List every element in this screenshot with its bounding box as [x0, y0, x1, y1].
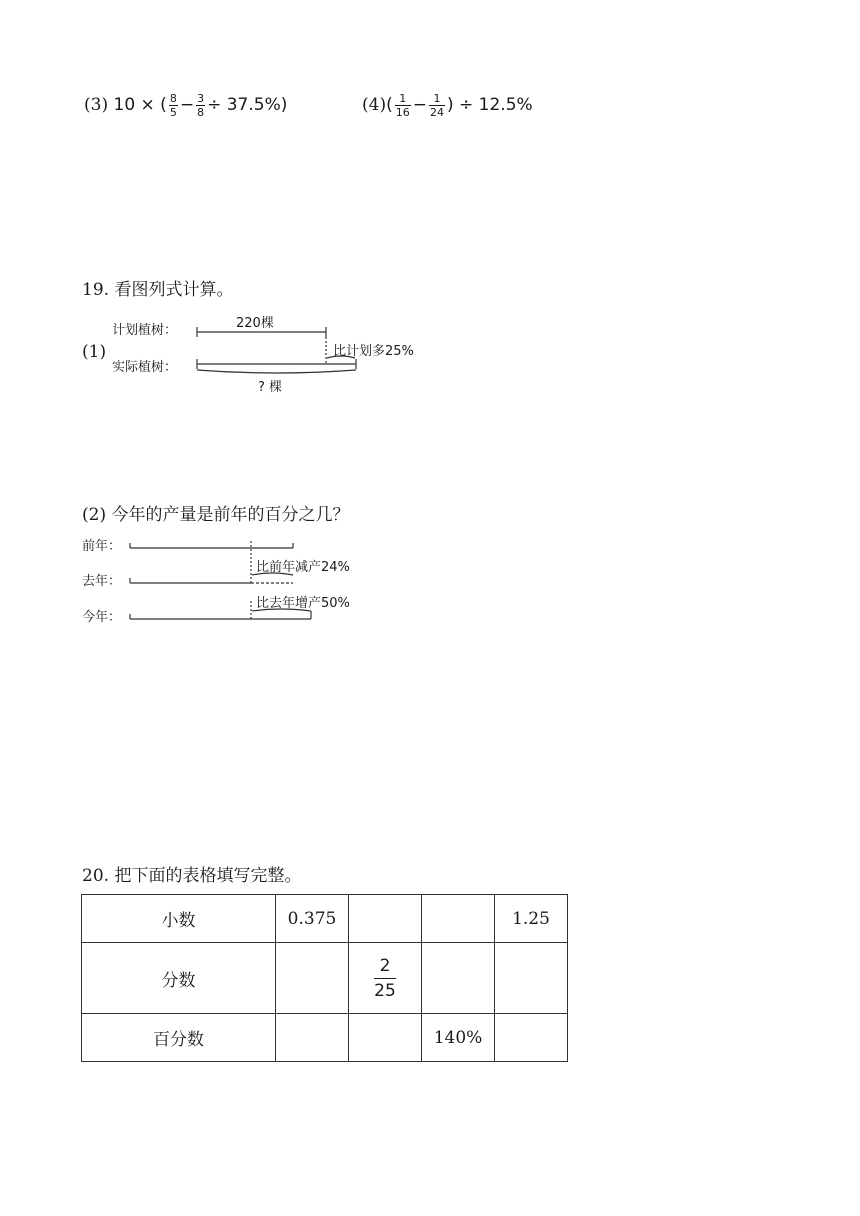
open-paren: (: [386, 95, 393, 115]
table-row: [82, 895, 568, 943]
problem-20-title: 20. 把下面的表格填写完整。: [82, 866, 302, 886]
fraction: $\frac{1}{24}$: [429, 92, 444, 119]
unknown-label: ? 棵: [258, 380, 283, 395]
actual-label: 实际植树：: [112, 360, 178, 375]
fraction: $\frac{1}{16}$: [395, 92, 410, 119]
table-cell: [422, 895, 495, 943]
table-cell: [349, 895, 422, 943]
item-label: (4): [362, 95, 387, 115]
row-header: 小数: [82, 895, 276, 943]
table-cell: 140%: [422, 1014, 495, 1062]
fraction: $\frac{8}{5}$: [169, 92, 177, 119]
conversion-table: [81, 894, 568, 1062]
table-cell: [422, 943, 495, 1014]
table-cell: 1.25: [495, 895, 568, 943]
expression-lead: 10 × (: [113, 95, 167, 115]
table-row: [82, 943, 568, 1014]
extra-note: 比计划多25%: [333, 344, 414, 359]
line-diagram-2: [125, 535, 325, 625]
table-cell: [495, 943, 568, 1014]
expression-4: [362, 92, 533, 119]
row3-label: 今年：: [82, 610, 122, 625]
table-cell: [349, 1014, 422, 1062]
note-increase: 比去年增产50%: [256, 596, 350, 611]
table-cell: 0.375: [276, 895, 349, 943]
problem-19-title: 19. 看图列式计算。: [82, 280, 234, 300]
row1-label: 前年：: [82, 539, 122, 554]
table-row: [82, 1014, 568, 1062]
table-cell: [349, 943, 422, 1014]
line-diagram-1: [190, 318, 370, 380]
expression-3: [84, 92, 287, 119]
plan-value-label: 220棵: [236, 316, 274, 331]
fraction: $\frac{3}{8}$: [197, 92, 205, 119]
minus-sign: −: [412, 95, 427, 115]
table-cell: [495, 1014, 568, 1062]
minus-sign: −: [179, 95, 195, 115]
part-1-label: (1): [82, 342, 107, 362]
fraction: $\frac{2}{25}$: [374, 955, 396, 1001]
note-decrease: 比前年减产24%: [256, 560, 350, 575]
table-cell: [276, 1014, 349, 1062]
row-header: 分数: [82, 943, 276, 1014]
part-2-question: (2) 今年的产量是前年的百分之几？: [82, 505, 350, 525]
row-header: 百分数: [82, 1014, 276, 1062]
expression-tail: ) ÷ 12.5%: [446, 95, 533, 115]
plan-label: 计划植树：: [112, 323, 178, 338]
table-cell: [276, 943, 349, 1014]
expression-tail: ÷ 37.5%): [207, 95, 288, 115]
row2-label: 去年：: [82, 574, 122, 589]
item-label: (3): [84, 95, 109, 115]
